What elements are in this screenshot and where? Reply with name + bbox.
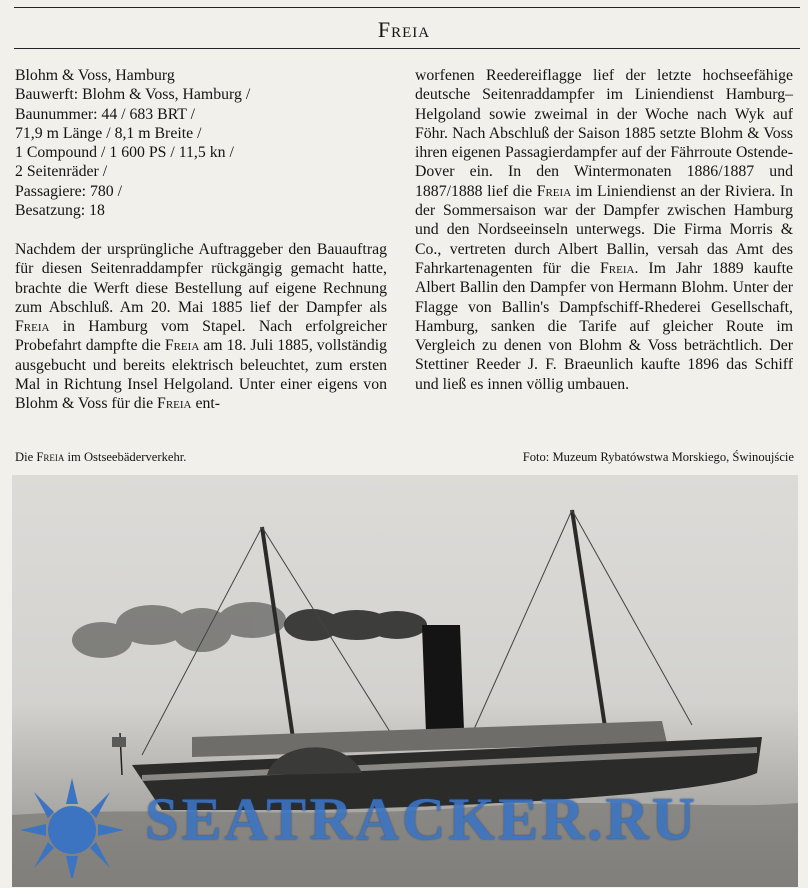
- body-text-span: . Im Jahr 1889 kaufte Albert Ballin den Dampfer von Hermann Blohm. Unter der Flagge von Ballin's Dampfschiff-Rhederei Gesellschaft, Hamburg, sanken die Tarife auf gleicher Route im Vergleich zu denen von Blohm & Voss beträchtlich. Der Stettiner Reeder J. F. Braeunlich kaufte 1896 das Schiff und ließ es innen völlig umbauen.: [415, 259, 794, 393]
- spec-line: Besatzung: 18: [15, 202, 105, 220]
- body-text-span: in Hamburg vom Stapel. Nach erfolgreicher Probefahrt dampfte die: [15, 318, 387, 355]
- ship-name: Freia: [15, 318, 50, 336]
- body-text-span: am 18. Juli 1885, vollständig ausgebucht und bereits elektrisch beleuchtet, zum ersten Mal in Richtung Insel Helgoland. Unter einer eigens von Blohm & Voss für die: [15, 337, 388, 413]
- ship-name: Freia: [36, 450, 65, 464]
- watermark-text: SEATRACKER.RU: [145, 786, 698, 852]
- ship-name: Freia: [157, 395, 192, 413]
- spec-line: Blohm & Voss, Hamburg: [15, 67, 175, 84]
- body-text-right: [415, 66, 793, 394]
- ship-name: Freia: [536, 182, 572, 200]
- body-text-left: [15, 240, 387, 414]
- photo-caption: [15, 450, 186, 465]
- body-text-span: im Liniendienst an der Riviera. In der Sommersaison war der Dampfer zwischen Hamburg und den Nordseeinseln unterwegs. Die Firma Morris & Co., vertreten durch Albert Ballin, versah das Amt des Fahrkartenagenten für die: [415, 182, 793, 277]
- caption-text: im Ostseebäderverkehr.: [64, 450, 187, 464]
- spec-line: Passagiere: 780 /: [15, 182, 123, 200]
- photo-credit: Foto: Muzeum Rybatówstwa Morskiego, Świnoujście: [522, 450, 794, 464]
- body-text-span: Nachdem der ursprüngliche Auftraggeber den Bauauftrag für diesen Seitenraddampfer rückgängig gemacht hatte, brachte die Werft diese Bestellung auf eigene Rechnung zum Abschluß. Am 20. Mai 1885 lief der Dampfer als: [15, 241, 387, 316]
- spec-line: 1 Compound / 1 600 PS / 11,5 kn /: [15, 144, 234, 162]
- page-title: Freia: [377, 17, 431, 42]
- spec-line: Baunummer: 44 / 683 BRT /: [15, 105, 195, 123]
- spec-line: Bauwerft: Blohm & Voss, Hamburg /: [15, 86, 251, 104]
- spec-line: 71,9 m Länge / 8,1 m Breite /: [15, 124, 202, 142]
- body-text-span: ent-: [191, 395, 221, 413]
- spec-line: 2 Seitenräder /: [15, 163, 108, 181]
- ship-specs: [15, 66, 400, 220]
- header-rule-top: [14, 7, 800, 8]
- ship-name: Freia: [164, 337, 200, 355]
- body-text-span: worfenen Reedereiflagge lief der letzte hochseefähige deutsche Seitenraddampfer im Liniendienst Hamburg–Helgoland sowie zweimal in der Woche nach Wyk auf Föhr. Nach Abschluß der Saison 1885 setzte Blohm & Voss ihren eigenen Passagierdampfer auf der Fährroute Ostende-Dover ein. In den Wintermonaten 1886/1887 und 1887/1888 lief die: [415, 67, 793, 200]
- ship-name: Freia: [600, 259, 635, 277]
- header-rule-bottom: [14, 48, 800, 49]
- watermark-logo-icon: [14, 778, 134, 878]
- caption-text: Die: [15, 450, 37, 464]
